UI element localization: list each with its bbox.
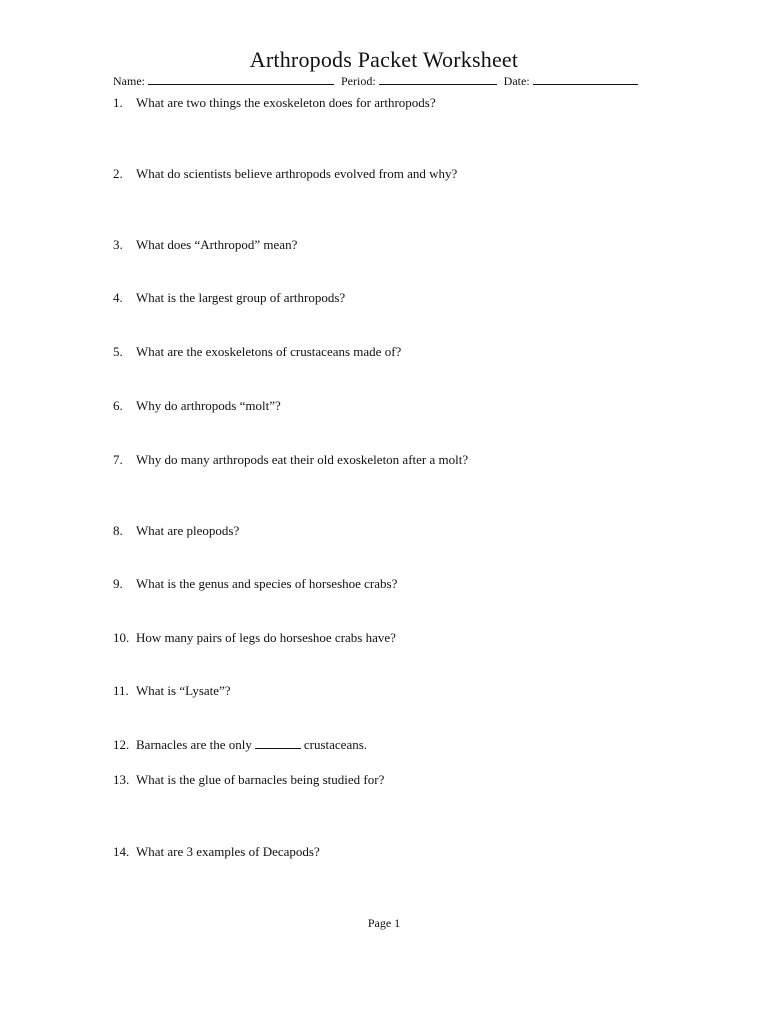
question-text: What is the largest group of arthropods? [136,290,346,305]
question-number: 7. [113,452,123,467]
question-10 [113,630,396,646]
question-number: 13. [113,772,130,787]
question-text: What do scientists believe arthropods evolved from and why? [136,166,458,181]
student-info-line [113,73,642,89]
question-text: Why do arthropods “molt”? [136,398,281,413]
question-7 [113,452,468,468]
question-4 [113,290,345,306]
question-text: Why do many arthropods eat their old exoskeleton after a molt? [136,452,469,467]
question-text: How many pairs of legs do horseshoe crabs have? [136,630,396,645]
question-number: 6. [113,398,123,413]
question-number: 5. [113,344,123,359]
question-number: 12. [113,737,130,752]
question-text: What are 3 examples of Decapods? [136,844,320,859]
question-5 [113,344,401,360]
question-text: What are the exoskeletons of crustaceans made of? [136,344,402,359]
question-number: 8. [113,523,123,538]
question-text: What does “Arthropod” mean? [136,237,298,252]
question-text: What is the genus and species of horseshoe crabs? [136,576,398,591]
question-8 [113,523,239,539]
question-2 [113,166,457,182]
question-number: 9. [113,576,123,591]
question-text: What are pleopods? [136,523,240,538]
question-text-after-blank: crustaceans. [303,737,368,752]
name-label: Name: [113,74,145,88]
question-number: 14. [113,844,130,859]
question-12 [113,737,367,753]
date-label: Date: [503,74,530,88]
question-number: 4. [113,290,123,305]
question-number: 2. [113,166,123,181]
period-blank [379,73,497,85]
question-text: What is the glue of barnacles being studied for? [136,772,385,787]
date-blank [533,73,638,85]
question-1 [113,95,436,111]
question-14 [113,844,320,860]
question-number: 1. [113,95,123,110]
question-text: What are two things the exoskeleton does for arthropods? [136,95,436,110]
question-6 [113,398,281,414]
question-number: 10. [113,630,130,645]
question-text-before-blank: Barnacles are the only [136,737,252,752]
question-13 [113,772,384,788]
question-11 [113,683,231,699]
fill-in-blank [255,737,301,749]
page-number: Page 1 [367,916,401,930]
question-9 [113,576,397,592]
page-title: Arthropods Packet Worksheet [249,47,519,72]
question-text: What is “Lysate”? [136,683,231,698]
name-blank [148,73,334,85]
period-label: Period: [341,74,376,88]
question-3 [113,237,297,253]
question-number: 11. [113,683,129,698]
question-number: 3. [113,237,123,252]
